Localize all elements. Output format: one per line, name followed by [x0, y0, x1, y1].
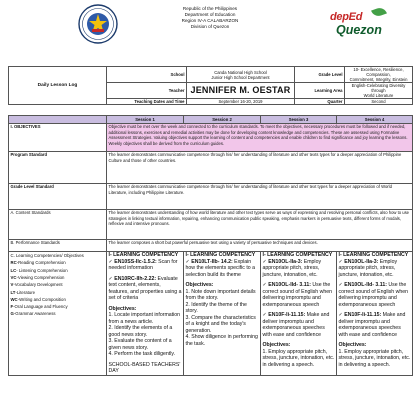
objective-item: 1. Employ appropriate pitch, stress, juncture, intonation, etc. in delivering a speech.: [338, 348, 411, 368]
objectives-row: [9, 123, 413, 151]
legend-item: RC-Reading Comprehension: [10, 260, 66, 266]
objectives-text: Objective must be met over the week and connected to the curriculum standards. To meet the objectives, necessary procedures must be followed and if needed, additional lessons, exercises and remedial activities may be done for developing content knowledge and competencies. These are assessed using Formative Assessment Strategies. Valuing objectives support the learning of content and competencies and enable children to find significance and joy learning the lessons. Weekly objectives shall be derived from the curriculum guides.: [107, 123, 413, 151]
learning-area-label: Learning Area: [295, 83, 345, 99]
competencies-row: [9, 251, 413, 376]
objective-item: 3. Evaluate the content of a given news story.: [108, 338, 172, 351]
session-2-competencies: I- LEARNING COMPETENCY ✓ EN10LT-IIb- 14.2: Explain how the elements specific to a selection build its theme Objectives: 1. Note down important details from the story. 2. Identify the theme of the story. 3. Compare the characteristics of a knight and the today's generation. 4. Show diligence in performing the task.: [184, 251, 261, 376]
grade-label: Grade Level: [295, 67, 345, 83]
logo-deped-text: depEd: [330, 11, 363, 23]
objective-item: 2. Identify the theme of the story.: [185, 301, 247, 315]
session-3-objective-list: [263, 349, 335, 369]
objective-item: 1. Note down important details from the story.: [185, 288, 256, 302]
department-heading: [140, 6, 280, 30]
program-standard-label: Program Standard: [9, 151, 107, 183]
leaf-icon: [371, 6, 387, 18]
grade-value: 10- Excellence, Resilience, Compassion, Commitment, Integrity, Einstein: [345, 67, 413, 83]
content-standard-row: [9, 209, 413, 239]
session-4-objective-list: [339, 349, 411, 369]
session-1-competencies: I- LEARNING COMPETENCY ✓ EN10SS-IIc-1.5.2: Scan for needed information ✓ EN10RC-IIh-2.22: Evaluate text content, elements, features, and properties using a set of criteria Objectives: 1. Locate important information from a news article. 2. Identify the elements of a good news story. 3. Evaluate the content of a given news story. 4. Perform the task diligently. SCHOOL-BASED TEACHERS' DAY: [107, 251, 184, 376]
grade-standard-text: The learner demonstrates communicative competence through his/ her understanding of literature and other text types for a deeper appreciation of World Literature, including Philippine Literature.: [107, 183, 413, 209]
performance-standard-text: The learner composes a short but powerful persuasive text using a variety of persuasive techniques and devices.: [107, 239, 413, 251]
deped-seal-icon: [78, 4, 118, 44]
learning-area-value: English-Celebrating Diversity through World Literature: [345, 83, 413, 99]
republic-line: Republic of the Philippines: [182, 6, 238, 11]
session-4-competencies: I- LEARNING COMPETENCY ✓ EN10OL-IIa-3: Employ appropriate pitch, stress, juncture, intonation, etc. ✓ EN10OL-IId- 3.11: Use the correct sound of English when delivering impromptu and extemporaneous speech ✓ EN10F-Ii-11.15: Make and deliver impromptu and extemporaneous speeches with ease and confidence Objectives: 1. Employ appropriate pitch, stress, juncture, intonation, etc. in delivering a speech.: [337, 251, 413, 376]
competencies-label: C. Learning Competencies/ Objectives: [10, 253, 84, 259]
school-label: School: [107, 67, 187, 83]
session-1-objective-list: [109, 312, 182, 358]
legend-item: VC-Viewing Comprehension: [10, 274, 65, 280]
objective-item: 4. Perform the task diligently.: [108, 351, 176, 358]
objective-item: 1. Employ appropriate pitch, stress, juncture, intonation, etc. in delivering a speech.: [262, 348, 335, 368]
session-2-header: Session 2: [184, 116, 261, 124]
legend-item: LC- Listening Comprehension: [10, 267, 68, 273]
session-header-row: [9, 116, 413, 124]
grade-standard-row: [9, 183, 413, 209]
competency-legend-list: [11, 259, 105, 317]
objectives-label: I. OBJECTIVES: [9, 123, 107, 151]
session-3-header: Session 3: [261, 116, 337, 124]
session-4-header: Session 4: [337, 116, 413, 124]
performance-standard-row: [9, 239, 413, 251]
session-header-blank: [9, 116, 107, 124]
quarter-value: Second: [345, 99, 413, 105]
legend-item: LT-Literature: [10, 289, 36, 295]
grade-standard-label: Grade Level Standard: [9, 183, 107, 209]
competencies-legend: [9, 251, 107, 376]
objective-item: 1. Locate important information from a news article.: [108, 312, 181, 325]
lesson-table: [8, 115, 413, 376]
legend-item: WC-Writing and Composition: [10, 296, 66, 302]
teacher-label: Teacher: [107, 83, 187, 99]
program-standard-text: The learner demonstrates communicative competence through his/ her understanding of literature and other texts types for a deeper appreciation of Philippine Culture and those of other countries.: [107, 151, 413, 183]
session-2-objective-list: [186, 289, 259, 348]
session-1-header: Session 1: [107, 116, 184, 124]
school-value: Canda National High School Junior High School Department: [187, 67, 295, 83]
teacher-name: JENNIFER M. OESTAR: [187, 83, 295, 99]
content-standard-text: The learner demonstrates understanding of how world literature and other text types serve as ways of expressing and resolving personal conflicts, also how to use strategies in linking textual information, repairing, enhancing communication public speaking, emphasis markers in persuasive texts, different forms of modals, reflexive and intensive pronouns.: [107, 209, 413, 239]
division-line: Division of Quezon: [190, 24, 230, 29]
content-standard-label: A. Content Standards: [9, 209, 107, 239]
deped-quezon-logo: [328, 8, 390, 44]
dates-label: Teaching Dates and Time: [107, 99, 187, 105]
program-standard-row: [9, 151, 413, 183]
objective-item: 2. Identify the elements of a good news story.: [108, 325, 173, 338]
session-1-footer: SCHOOL-BASED TEACHERS' DAY: [108, 361, 181, 375]
legend-item: F-Oral Language and Fluency: [10, 304, 68, 310]
objective-item: 3. Compare the characteristics of a knight and the today's generation.: [185, 314, 256, 334]
logo-quezon-text: Quezon: [336, 23, 382, 37]
dates-value: September 16-20, 2019: [187, 99, 295, 105]
dll-title: Daily Lesson Log: [9, 67, 107, 105]
performance-standard-label: B. Performance Standards: [9, 239, 107, 251]
info-table: [8, 66, 413, 105]
session-3-competencies: I- LEARNING COMPETENCY ✓ EN10OL-IIa-3: Employ appropriate pitch, stress, juncture, intonation, etc. ✓ EN10OL-IId- 3.11: Use the correct sound of English when delivering impromptu and extemporaneous speech ✓ EN10F-Ii-11.15: Make and deliver impromptu and extemporaneous speeches with ease and confidence Objectives: 1. Employ appropriate pitch, stress, juncture, intonation, etc. in delivering a speech.: [261, 251, 337, 376]
legend-item: G-Grammar Awareness: [10, 311, 56, 317]
department-line: Department of Education: [184, 12, 236, 17]
objective-item: 4. Show diligence in performing the task.: [185, 334, 258, 347]
legend-item: V-Vocabulary Development: [10, 282, 63, 288]
quarter-label: Quarter: [295, 99, 345, 105]
region-line: Region IV-A CALABARZON: [181, 18, 239, 23]
